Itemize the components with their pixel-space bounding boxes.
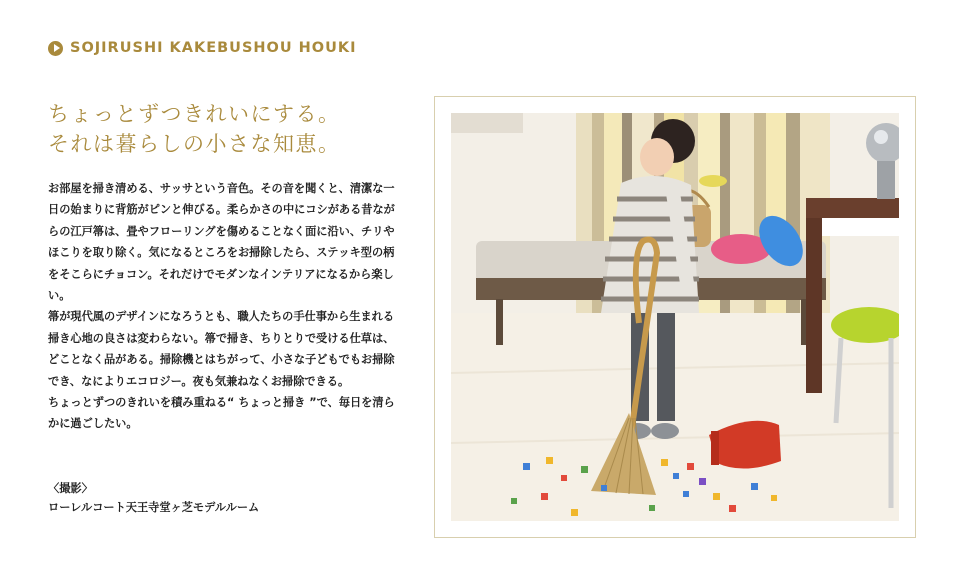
- header-title: SOJIRUSHI KAKEBUSHOU HOUKI: [70, 40, 357, 56]
- headline-line-2: それは暮らしの小さな知恵。: [48, 132, 341, 156]
- credit-label: 〈撮影〉: [48, 482, 93, 495]
- photo-frame: [434, 96, 916, 538]
- section-header: [48, 40, 357, 56]
- body-paragraph-1: お部屋を掃き清める、サッサという音色。その音を聞くと、清潔な一日の始まりに背筋がピンと伸びる。柔らかさの中にコシがある昔ながらの江戸箒は、畳やフローリングを傷めることなく面に沿い、チリやほこりを取り除く。気になるところをお掃除したら、ステッキ型の柄をそこらにチョコン。それだけでモダンなインテリアになるから楽しい。: [48, 182, 395, 303]
- photo: [451, 113, 899, 521]
- play-circle-icon: [48, 41, 63, 56]
- body-paragraph-2: 箒が現代風のデザインになろうとも、職人たちの手仕事から生まれる掃き心地の良さは変わらない。箒で掃き、ちりとりで受ける仕草は、どことなく品がある。掃除機とはちがって、小さな子どもでもお掃除でき、なによりエコロジー。夜も気兼ねなくお掃除できる。: [48, 310, 395, 388]
- credit-location: ローレルコート天王寺堂ヶ芝モデルルーム: [48, 501, 260, 514]
- photo-illustration: [451, 113, 899, 521]
- body-paragraph-3: ちょっとずつのきれいを積み重ねる“ ちょっと掃き ”で、毎日を清らかに過ごしたい。: [48, 396, 395, 431]
- headline-line-1: ちょっとずつきれいにする。: [48, 102, 341, 126]
- body-text: [48, 178, 404, 435]
- photo-credit: [48, 479, 259, 517]
- headline: [48, 99, 341, 159]
